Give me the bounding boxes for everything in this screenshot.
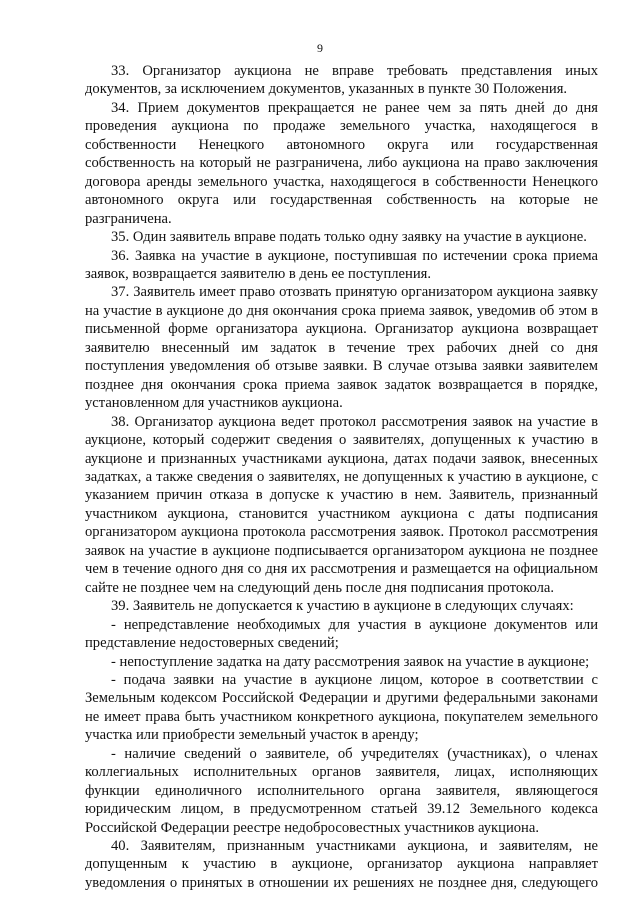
paragraph-33: 33. Организатор аукциона не вправе требовать представления иных документов, за исключением документов, указанных в пункте 30 Положения. — [85, 63, 598, 98]
paragraph-34: 34. Прием документов прекращается не ранее чем за пять дней до дня проведения аукциона по продаже земельного участка, находящегося в собственности Ненецкого автономного округа или государственная собственность на который не разграничена, либо аукциона на право заключения договора аренды земельного участка, находящегося в собственности Ненецкого автономного округа или государственная собственность на которые не разграничена. — [85, 99, 598, 227]
paragraph-39: 39. Заявитель не допускается к участию в аукционе в следующих случаях: — [111, 598, 574, 615]
page-number: 9 — [317, 41, 323, 55]
list-item-missing-deposit: - непоступление задатка на дату рассмотрения заявок на участие в аукционе; — [111, 653, 590, 670]
paragraph-40: 40. Заявителям, признанным участниками аукциона, и заявителям, не допущенным к участию в аукционе, организатор аукциона направляет уведомления о принятых в отношении их решениях не позднее дня, следующего — [85, 838, 598, 891]
paragraph-37: 37. Заявитель имеет право отозвать принятую организатором аукциона заявку на участие в аукционе до дня окончания срока приема заявок, уведомив об этом в письменной форме организатора аукциона. Организатор аукциона возвращает заявителю внесенный им задаток в течение трех рабочих дней со дня поступления уведомления об отзыве заявки. В случае отзыва заявки заявителем позднее дня окончания срока приема заявок задаток возвращается в порядке, установленном для участников аукциона. — [85, 284, 598, 412]
paragraph-38: 38. Организатор аукциона ведет протокол рассмотрения заявок на участие в аукционе, который содержит сведения о заявителях, допущенных к участию в аукционе и признанных участниками аукциона, датах подачи заявок, внесенных задатках, а также сведения о заявителях, не допущенных к участию в аукционе, с указанием причин отказа в допуске к участию в нем. Заявитель, признанный участником аукциона, становится участником аукциона с даты подписания организатором аукциона протокола рассмотрения заявок. Протокол рассмотрения заявок на участие в аукционе подписывается организатором аукциона не позднее чем в течение одного дня со дня их рассмотрения и размещается на официальном сайте не позднее чем на следующий день после дня подписания протокола. — [85, 413, 598, 596]
paragraph-36: 36. Заявка на участие в аукционе, поступившая по истечении срока приема заявок, возвращается заявителю в день ее поступления. — [85, 247, 598, 282]
document-body — [85, 62, 598, 892]
list-item-unfair-registry: - наличие сведений о заявителе, об учредителях (участниках), о членах коллегиальных исполнительных органов заявителя, лицах, исполняющих функции единоличного исполнительного органа заявителя, являющегося юридическим лицом, в предусмотренном статьей 39.12 Земельного кодекса Российской Федерации реестре недобросовестных участников аукциона. — [85, 745, 598, 836]
list-item-missing-documents: - непредставление необходимых для участия в аукционе документов или представление недостоверных сведений; — [85, 616, 598, 652]
paragraph-35: 35. Один заявитель вправе подать только одну заявку на участие в аукционе. — [111, 229, 587, 246]
list-item-ineligible-applicant: - подача заявки на участие в аукционе лицом, которое в соответствии с Земельным кодексом Российской Федерации и другими федеральными законами не имеет права быть участником конкретного аукциона, покупателем земельного участка или приобрести земельный участок в аренду; — [85, 671, 598, 744]
